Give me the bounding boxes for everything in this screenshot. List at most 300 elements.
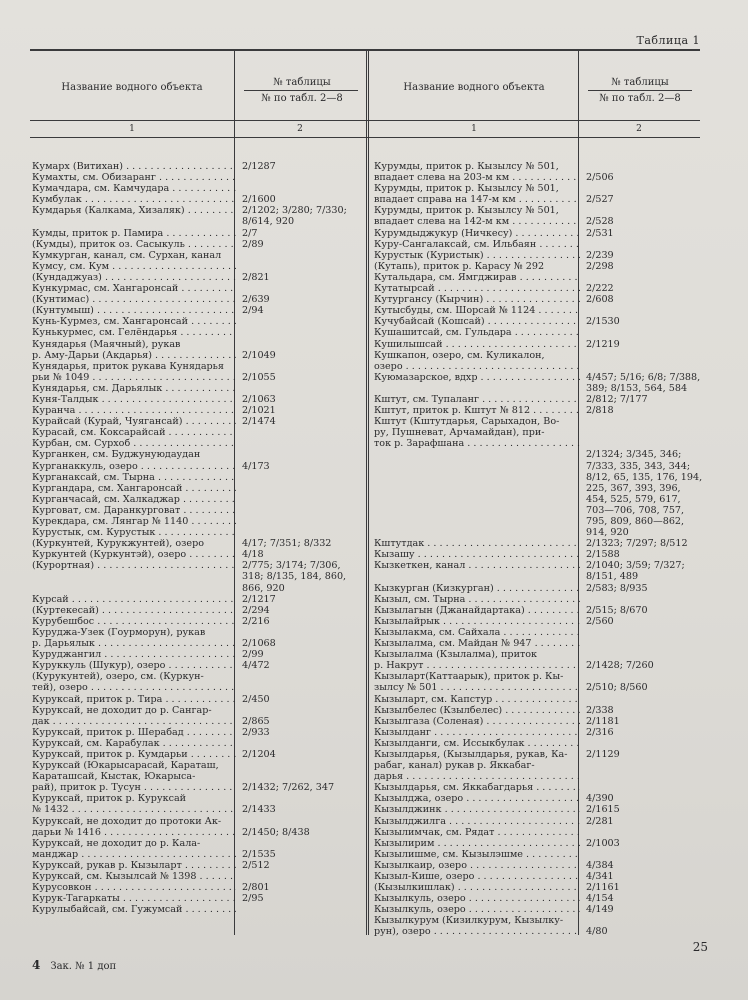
water-body-name: Кызылагын (Джанайдартака) . . . bbox=[374, 605, 580, 616]
table-reference bbox=[236, 771, 362, 782]
table-reference: 2/560 bbox=[586, 615, 614, 627]
table-row bbox=[32, 405, 362, 416]
water-body-name: Кушкапон, озеро, см. Куликалон, bbox=[374, 349, 545, 361]
table-reference bbox=[580, 438, 704, 449]
water-body-name: (Кунтимас) . . . bbox=[32, 294, 236, 305]
table-row bbox=[32, 727, 362, 738]
table-reference: 703—706, 708, 757, bbox=[586, 504, 685, 516]
water-body-name: Куру-Сангалаксай, см. Ильбаян . . . bbox=[374, 239, 580, 250]
table-reference: 318; 8/135, 184, 860, bbox=[242, 571, 347, 583]
table-header-right-line1: № таблицы bbox=[611, 77, 669, 88]
water-body-name: Куруксай, не доходит до р. Кала- bbox=[32, 837, 201, 849]
water-body-name: (Кумды), приток оз. Сасыкуль . . . bbox=[32, 239, 236, 250]
table-reference bbox=[580, 915, 704, 926]
water-body-name: Кызылданги, см. Иссыкбулак . . . bbox=[374, 738, 580, 749]
table-row bbox=[374, 405, 704, 416]
table-row bbox=[374, 671, 704, 682]
table-reference bbox=[580, 849, 704, 860]
table-row bbox=[374, 782, 704, 793]
table-reference bbox=[236, 682, 362, 693]
table-row bbox=[374, 250, 704, 261]
table-row bbox=[374, 416, 704, 427]
water-body-name: Курганкен, см. Буджунуюдаудан bbox=[32, 449, 201, 461]
table-reference bbox=[236, 449, 362, 460]
water-body-name: Кызылимчак, см. Рядат . . . bbox=[374, 827, 580, 838]
water-body-name: впадает справа на 147-м км . . . bbox=[374, 194, 580, 205]
table-row bbox=[32, 649, 362, 660]
table-row bbox=[374, 505, 704, 516]
table-row bbox=[374, 427, 704, 438]
table-row bbox=[374, 594, 704, 605]
water-body-name: Курумды, приток р. Кызылсу № 501, bbox=[374, 205, 559, 217]
table-reference: 2/506 bbox=[586, 172, 614, 184]
table-row bbox=[374, 472, 704, 483]
table-row bbox=[374, 316, 704, 327]
table-reference bbox=[580, 161, 704, 172]
water-body-name: Курумды, приток р. Кызылсу № 501, bbox=[374, 183, 559, 195]
table-reference: 2/95 bbox=[242, 893, 264, 905]
table-row bbox=[374, 793, 704, 804]
table-reference: 2/818 bbox=[586, 405, 614, 417]
water-body-name: (Курортная) . . . bbox=[32, 560, 236, 571]
table-reference: 4/154 bbox=[586, 893, 614, 905]
water-body-name: Кумбулак . . . bbox=[32, 194, 236, 205]
table-row bbox=[374, 627, 704, 638]
table-reference: 389; 8/153, 564, 584 bbox=[586, 382, 688, 394]
water-body-name: Куруккуль (Шукур), озеро . . . bbox=[32, 660, 236, 671]
signature-number: 4 bbox=[32, 958, 41, 972]
water-body-name: Кумды, приток р. Памира . . . bbox=[32, 228, 236, 239]
table-row bbox=[374, 716, 704, 727]
water-body-name: ток р. Зарафшана . . . bbox=[374, 438, 580, 449]
table-reference bbox=[580, 361, 704, 372]
table-row bbox=[32, 216, 362, 227]
table-row bbox=[32, 416, 362, 427]
table-reference: 2/1217 bbox=[242, 593, 276, 605]
table-row bbox=[32, 427, 362, 438]
table-reference: 2/1530 bbox=[586, 316, 620, 328]
water-body-name: Кызыл-Кише, озеро . . . bbox=[374, 871, 580, 882]
table-reference: 2/1204 bbox=[242, 748, 276, 760]
table-row bbox=[32, 882, 362, 893]
table-reference: 2/281 bbox=[586, 815, 614, 827]
table-row bbox=[374, 483, 704, 494]
water-body-name: Кызылджилга . . . bbox=[374, 816, 580, 827]
table-reference: 2/298 bbox=[586, 260, 614, 272]
table-reference: 4/18 bbox=[242, 549, 264, 561]
table-reference: 2/639 bbox=[242, 294, 270, 306]
table-row bbox=[32, 827, 362, 838]
water-body-name: Кштутдак . . . bbox=[374, 538, 580, 549]
water-body-name: Кункурмас, см. Хангаронсай . . . bbox=[32, 283, 236, 294]
table-row bbox=[374, 616, 704, 627]
water-body-name: Курганчасай, см. Халкаджар . . . bbox=[32, 494, 236, 505]
table-row bbox=[374, 461, 704, 472]
table-reference: 795, 809, 860—862, bbox=[586, 516, 685, 527]
water-body-name: Кызыларт, см. Капстур . . . bbox=[374, 694, 580, 705]
table-row bbox=[374, 583, 704, 594]
table-reference bbox=[580, 782, 704, 793]
table-row bbox=[32, 749, 362, 760]
table-reference: 2/775; 3/174; 7/306, bbox=[242, 560, 341, 572]
table-reference: 8/151, 489 bbox=[586, 571, 639, 583]
table-row bbox=[32, 205, 362, 216]
table-row bbox=[32, 183, 362, 194]
table-row bbox=[32, 738, 362, 749]
table-row bbox=[32, 350, 362, 361]
table-reference: 2/7 bbox=[242, 227, 258, 239]
table-row bbox=[374, 516, 704, 527]
table-row bbox=[32, 671, 362, 682]
table-reference bbox=[236, 283, 362, 294]
table-row bbox=[374, 649, 704, 660]
water-body-name: Кумдарья (Калкама, Хизаляк) . . . bbox=[32, 205, 236, 216]
table-row bbox=[374, 283, 704, 294]
water-body-name: Курумдыджукур (Ничкесу) . . . bbox=[374, 228, 580, 239]
table-row bbox=[374, 560, 704, 571]
water-body-name: Кштут, приток р. Кштут № 812 . . . bbox=[374, 405, 580, 416]
table-row bbox=[374, 261, 704, 272]
water-body-name: озеро . . . bbox=[374, 361, 580, 372]
water-body-name: Куруксай, не доходит до р. Сангар- bbox=[32, 704, 212, 716]
table-reference bbox=[236, 627, 362, 638]
printer-signature bbox=[32, 958, 116, 972]
water-body-name: Кызылдарья, см. Яккабагдарья . . . bbox=[374, 782, 580, 793]
table-row bbox=[32, 250, 362, 261]
table-row bbox=[374, 239, 704, 250]
water-body-name: Куруксай, приток р. Куруксай bbox=[32, 793, 187, 805]
table-reference bbox=[236, 383, 362, 394]
table-reference bbox=[580, 594, 704, 605]
table-reference: 2/531 bbox=[586, 227, 614, 239]
table-reference bbox=[236, 904, 362, 915]
water-body-name: Кунядарья (Маячный), рукав bbox=[32, 338, 181, 350]
water-body-name: Куруджангил . . . bbox=[32, 649, 236, 660]
table-row bbox=[374, 527, 704, 538]
table-row bbox=[32, 261, 362, 272]
table-reference: 2/865 bbox=[242, 715, 270, 727]
table-reference: 2/933 bbox=[242, 726, 270, 738]
table-row bbox=[32, 782, 362, 793]
table-reference: 225, 367, 393, 396, bbox=[586, 482, 681, 494]
table-row bbox=[32, 694, 362, 705]
table-row bbox=[32, 594, 362, 605]
water-body-name: Курасай, см. Коксарайсай . . . bbox=[32, 427, 236, 438]
water-body-name: Кумачдара, см. Камчудара . . . bbox=[32, 183, 236, 194]
water-body-name: рьи № 1049 . . . bbox=[32, 372, 236, 383]
table-row bbox=[374, 305, 704, 316]
table-reference: 4/149 bbox=[586, 904, 614, 916]
table-row bbox=[32, 339, 362, 350]
table-reference: 2/450 bbox=[242, 693, 270, 705]
table-reference bbox=[580, 671, 704, 682]
table-reference bbox=[580, 305, 704, 316]
table-row bbox=[374, 449, 704, 460]
table-reference: 2/583; 8/935 bbox=[586, 582, 648, 594]
table-reference: 7/333, 335, 343, 344; bbox=[586, 460, 691, 472]
table-row bbox=[32, 760, 362, 771]
table-row bbox=[32, 194, 362, 205]
water-body-name: впадает слева на 203-м км . . . bbox=[374, 172, 580, 183]
water-body-name: Кызылбелес (Кзылбелес) . . . bbox=[374, 705, 580, 716]
table-header-right-sep bbox=[588, 90, 692, 91]
table-reference: 2/1615 bbox=[586, 804, 620, 816]
table-header-left-line2: № по табл. 2—8 bbox=[261, 93, 343, 104]
water-body-name bbox=[374, 449, 580, 460]
table-row bbox=[32, 372, 362, 383]
table-header-right-line2: № по табл. 2—8 bbox=[599, 93, 681, 104]
table-row bbox=[32, 172, 362, 183]
water-body-name: Куруксай, приток р. Кумдарьи . . . bbox=[32, 749, 236, 760]
table-row bbox=[374, 183, 704, 194]
table-reference bbox=[236, 760, 362, 771]
table-row bbox=[374, 538, 704, 549]
water-body-name: Кштут (Кштутдарья, Сарыхадон, Во- bbox=[374, 416, 560, 428]
table-row bbox=[32, 616, 362, 627]
table-reference: 2/1474 bbox=[242, 416, 276, 428]
water-body-name: рун), озеро . . . bbox=[374, 926, 580, 937]
water-body-name: Кызыл, см. Тырна . . . bbox=[374, 594, 580, 605]
table-row bbox=[374, 804, 704, 815]
water-body-name: Куранча . . . bbox=[32, 405, 236, 416]
water-body-name: Кутысбуды, см. Шорсай № 1124 . . . bbox=[374, 305, 580, 316]
water-body-name: Куруксай, приток р. Шерабад . . . bbox=[32, 727, 236, 738]
table-reference: 2/821 bbox=[242, 271, 270, 283]
table-row bbox=[374, 760, 704, 771]
water-body-name: дак . . . bbox=[32, 716, 236, 727]
table-reference: 2/99 bbox=[242, 649, 264, 661]
table-reference: 8/12, 65, 135, 176, 194, bbox=[586, 471, 703, 483]
water-body-name: Кызыларт(Каттаарык), приток р. Кы- bbox=[374, 671, 564, 683]
table-row bbox=[374, 205, 704, 216]
table-reference: 2/338 bbox=[586, 704, 614, 716]
table-row bbox=[32, 771, 362, 782]
center-divider bbox=[366, 50, 369, 935]
table-reference bbox=[580, 738, 704, 749]
col-number-right-2: 2 bbox=[636, 124, 642, 134]
water-body-name: Кутальдара, см. Ямгджирав . . . bbox=[374, 272, 580, 283]
water-body-name: Кушашитсай, см. Гульдара . . . bbox=[374, 327, 580, 338]
water-body-name: рай), приток р. Тусун . . . bbox=[32, 782, 236, 793]
table-row bbox=[374, 361, 704, 372]
table-reference: 4/457; 5/16; 6/8; 7/388, bbox=[586, 371, 701, 383]
table-row bbox=[32, 605, 362, 616]
table-reference bbox=[236, 738, 362, 749]
table-row bbox=[374, 738, 704, 749]
table-reference: 2/1202; 3/280; 7/330; bbox=[242, 205, 347, 217]
table-reference bbox=[236, 838, 362, 849]
table-row bbox=[374, 350, 704, 361]
table-row bbox=[32, 461, 362, 472]
water-body-name bbox=[374, 571, 580, 582]
water-body-name: р. Аму-Дарьи (Акдарья) . . . bbox=[32, 350, 236, 361]
water-body-name: Куруксай, см. Кызылсай № 1398 . . . bbox=[32, 871, 236, 882]
table-reference bbox=[236, 261, 362, 272]
table-row bbox=[32, 483, 362, 494]
water-body-name: Кызылгаза (Соленая) . . . bbox=[374, 716, 580, 727]
table-reference: 4/173 bbox=[242, 460, 270, 472]
water-body-name: Кучубайсай (Кошсай) . . . bbox=[374, 316, 580, 327]
table-reference: 2/1021 bbox=[242, 405, 276, 417]
table-reference: 2/528 bbox=[586, 216, 614, 228]
table-row bbox=[374, 228, 704, 239]
table-reference bbox=[580, 694, 704, 705]
table-row bbox=[32, 538, 362, 549]
table-reference: 2/1161 bbox=[586, 882, 620, 894]
table-row bbox=[374, 682, 704, 693]
water-body-name: (Куркунтей, Курукжунтей), озеро bbox=[32, 538, 205, 550]
header-rule bbox=[30, 120, 700, 121]
table-row bbox=[374, 849, 704, 860]
water-body-name: Куруджа-Узек (Гоурморун), рукав bbox=[32, 626, 206, 638]
water-body-name: Кумсу, см. Кум . . . bbox=[32, 261, 236, 272]
table-reference: 914, 920 bbox=[586, 527, 629, 539]
water-body-name: Курсай . . . bbox=[32, 594, 236, 605]
water-body-name: Курганаксай, см. Тырна . . . bbox=[32, 472, 236, 483]
table-reference bbox=[236, 671, 362, 682]
table-reference: 2/222 bbox=[586, 283, 614, 295]
water-body-name: Кштут, см. Тупаланг . . . bbox=[374, 394, 580, 405]
table-reference: 2/1003 bbox=[586, 837, 620, 849]
water-body-name bbox=[374, 383, 580, 394]
water-body-name bbox=[374, 516, 580, 527]
water-body-name bbox=[374, 472, 580, 483]
water-body-name: Кызашу . . . bbox=[374, 549, 580, 560]
table-reference: 4/80 bbox=[586, 926, 608, 938]
table-row bbox=[32, 516, 362, 527]
water-body-name: Кушилышсай . . . bbox=[374, 339, 580, 350]
table-row bbox=[374, 161, 704, 172]
table-reference: 2/1063 bbox=[242, 393, 276, 405]
left-entries bbox=[32, 161, 362, 915]
water-body-name: Куруксай, см. Карабулак . . . bbox=[32, 738, 236, 749]
table-reference bbox=[236, 361, 362, 372]
table-row bbox=[32, 438, 362, 449]
table-row bbox=[32, 327, 362, 338]
water-body-name: Кызкеткен, канал . . . bbox=[374, 560, 580, 571]
table-reference bbox=[580, 827, 704, 838]
table-reference: 2/1219 bbox=[586, 338, 620, 350]
water-body-name: Кызылкурум (Кизилкурум, Кызылку- bbox=[374, 915, 564, 927]
col-number-left-1: 1 bbox=[129, 124, 135, 134]
table-row bbox=[374, 494, 704, 505]
table-reference bbox=[236, 316, 362, 327]
table-row bbox=[32, 583, 362, 594]
water-body-name: тей), озеро . . . bbox=[32, 682, 236, 693]
table-row bbox=[374, 394, 704, 405]
table-row bbox=[32, 283, 362, 294]
table-row bbox=[374, 771, 704, 782]
table-row bbox=[32, 638, 362, 649]
table-reference bbox=[236, 516, 362, 527]
table-header-left-line1: № таблицы bbox=[273, 77, 331, 88]
table-row bbox=[32, 660, 362, 671]
table-row bbox=[32, 860, 362, 871]
table-row bbox=[374, 339, 704, 350]
table-reference bbox=[580, 350, 704, 361]
water-body-name bbox=[32, 583, 236, 594]
table-row bbox=[374, 660, 704, 671]
table-reference: 8/614, 920 bbox=[242, 216, 295, 228]
water-body-name: Кумарх (Витихан) . . . bbox=[32, 161, 236, 172]
table-reference: 2/512 bbox=[242, 859, 270, 871]
right-entries bbox=[374, 161, 704, 938]
table-reference bbox=[580, 239, 704, 250]
table-row bbox=[374, 827, 704, 838]
water-body-name: Караташсай, Кыстак, Юкарыса- bbox=[32, 771, 196, 783]
table-row bbox=[32, 893, 362, 904]
table-row bbox=[374, 816, 704, 827]
water-body-name: Кумахты, см. Обизаранг . . . bbox=[32, 172, 236, 183]
name-header-right: Название водного объекта bbox=[403, 82, 545, 93]
table-row bbox=[32, 793, 362, 804]
table-row bbox=[374, 926, 704, 937]
water-body-name: Кумкурган, канал, см. Сурхан, канал bbox=[32, 249, 222, 261]
water-body-name: Курук-Тагаркаты . . . bbox=[32, 893, 236, 904]
table-row bbox=[374, 904, 704, 915]
col-number-left-2: 2 bbox=[297, 124, 303, 134]
table-reference: 4/390 bbox=[586, 793, 614, 805]
table-row bbox=[32, 161, 362, 172]
table-row bbox=[374, 327, 704, 338]
table-row bbox=[32, 494, 362, 505]
signature-text: Зак. № 1 доп bbox=[50, 961, 117, 972]
water-body-name: ру, Пушневат, Арчамайдан), при- bbox=[374, 427, 545, 439]
water-body-name: р. Дарьялык . . . bbox=[32, 638, 236, 649]
water-body-name bbox=[32, 216, 236, 227]
water-body-name bbox=[374, 494, 580, 505]
table-row bbox=[374, 882, 704, 893]
table-reference: 2/1323; 7/297; 8/512 bbox=[586, 538, 688, 550]
water-body-name: Курулыбайсай, см. Гужумсай . . . bbox=[32, 904, 236, 915]
table-row bbox=[374, 838, 704, 849]
table-row bbox=[32, 849, 362, 860]
table-reference bbox=[236, 438, 362, 449]
table-reference: 2/510; 8/560 bbox=[586, 682, 648, 694]
table-reference: 2/515; 8/670 bbox=[586, 604, 648, 616]
water-body-name: Куюмазарское, вдхр . . . bbox=[374, 372, 580, 383]
water-body-name: Кызылирим . . . bbox=[374, 838, 580, 849]
water-body-name: Курусовкон . . . bbox=[32, 882, 236, 893]
table-reference bbox=[580, 183, 704, 194]
table-row bbox=[374, 383, 704, 394]
table-row bbox=[32, 627, 362, 638]
table-row bbox=[32, 682, 362, 693]
table-row bbox=[32, 472, 362, 483]
col-number-right-1: 1 bbox=[471, 124, 477, 134]
water-body-name: впадает слева на 142-м км . . . bbox=[374, 216, 580, 227]
table-reference: 2/608 bbox=[586, 294, 614, 306]
water-body-name: р. Накрут . . . bbox=[374, 660, 580, 671]
table-reference bbox=[236, 871, 362, 882]
water-body-name bbox=[374, 461, 580, 472]
table-row bbox=[32, 228, 362, 239]
water-body-name: Кургандара, см. Хангаронсай . . . bbox=[32, 483, 236, 494]
table-row bbox=[32, 560, 362, 571]
table-reference bbox=[236, 472, 362, 483]
table-reference: 2/89 bbox=[242, 238, 264, 250]
water-body-name: Кызылкаир, озеро . . . bbox=[374, 860, 580, 871]
water-body-name: Куруксай, рукав р. Кызыларт . . . bbox=[32, 860, 236, 871]
table-reference bbox=[580, 427, 704, 438]
table-reference: 2/316 bbox=[586, 726, 614, 738]
table-reference bbox=[580, 760, 704, 771]
table-row bbox=[32, 394, 362, 405]
water-body-name: (Курукунтей), озеро, см. (Куркун- bbox=[32, 671, 204, 683]
table-reference: 4/472 bbox=[242, 660, 270, 672]
table-row bbox=[32, 527, 362, 538]
table-reference: 454, 525, 579, 617, bbox=[586, 493, 681, 505]
